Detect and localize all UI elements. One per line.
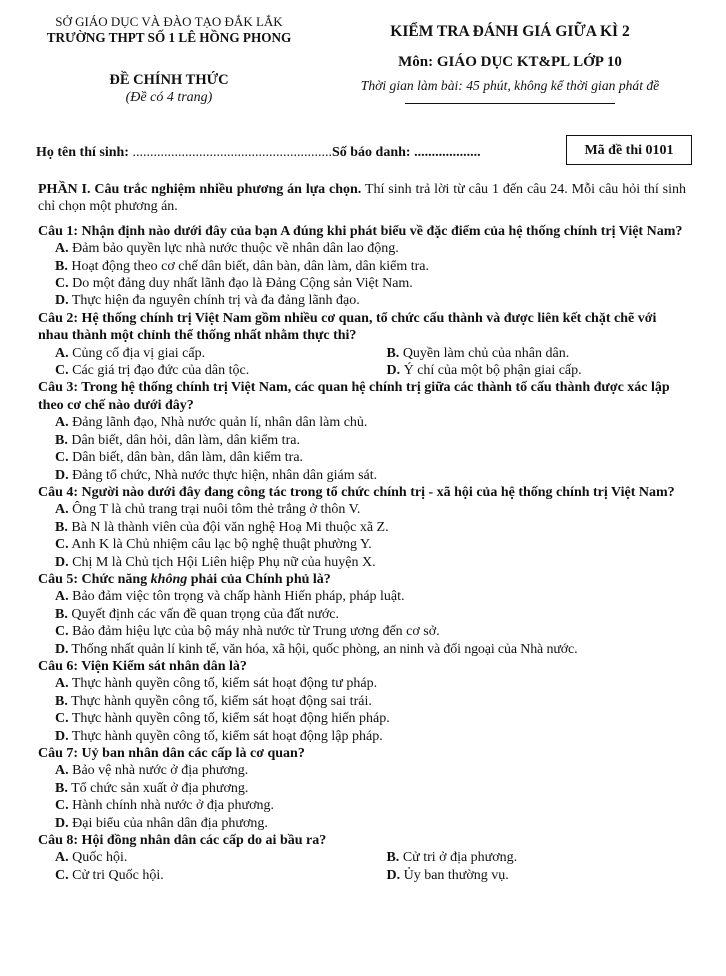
option-text: Củng cố địa vị giai cấp. xyxy=(72,345,206,361)
option-text: Thống nhất quản lí kinh tế, văn hóa, xã hội, quốc phòng, an ninh và đối ngoại của Nhà nước. xyxy=(71,641,578,657)
option-text: Anh K là Chủ nhiệm câu lạc bộ nghệ thuật phường Y. xyxy=(71,537,372,553)
option-letter: C. xyxy=(55,624,69,640)
option-text: Đảng tổ chức, Nhà nước thực hiện, nhân dân giám sát. xyxy=(72,467,378,483)
option-text: Ông T là chủ trang trại nuôi tôm thẻ trắng ở thôn V. xyxy=(72,502,361,518)
option-1b xyxy=(38,258,686,275)
option-6d xyxy=(38,728,686,745)
option-letter: B. xyxy=(55,780,68,796)
option-letter: A. xyxy=(55,241,69,257)
option-text: Quyền làm chủ của nhân dân. xyxy=(402,345,570,361)
student-info-row xyxy=(36,145,481,161)
option-6a xyxy=(38,675,686,692)
option-2d xyxy=(386,362,686,379)
option-letter: A. xyxy=(55,676,69,692)
option-text: Bà N là thành viên của đội văn nghệ Hoạ Mi thuộc xã Z. xyxy=(71,519,389,535)
time-note: Thời gian làm bài: 45 phút, không kể thời gian phát đề xyxy=(360,78,660,93)
option-4b xyxy=(38,519,686,536)
option-letter: B. xyxy=(386,850,400,866)
option-2b xyxy=(386,345,686,362)
option-6c xyxy=(38,710,686,727)
option-text: Ủy ban thường vụ. xyxy=(403,867,509,883)
question-5-start: Câu 5: Chức năng xyxy=(38,571,151,587)
option-letter: D. xyxy=(55,554,69,570)
option-letter: D. xyxy=(55,728,69,744)
option-5c xyxy=(38,623,686,640)
option-text: Tổ chức sản xuất ở địa phương. xyxy=(71,780,249,796)
option-8c xyxy=(55,867,386,884)
option-row xyxy=(38,362,686,379)
option-3d xyxy=(38,467,686,484)
question-8: Câu 8: Hội đồng nhân dân các cấp do ai bầu ra? xyxy=(38,833,327,849)
option-letter: B. xyxy=(55,693,68,709)
option-letter: C. xyxy=(55,711,69,727)
option-letter: A. xyxy=(55,763,69,779)
official-label: ĐỀ CHÍNH THỨC xyxy=(109,72,229,88)
option-text: Thực hiện đa nguyên chính trị và đa đảng lãnh đạo. xyxy=(71,293,360,309)
option-letter: C. xyxy=(55,363,69,379)
option-letter: D. xyxy=(55,293,69,309)
department-name: SỞ GIÁO DỤC VÀ ĐÀO TẠO ĐẮK LẮK xyxy=(55,14,283,29)
option-5d xyxy=(38,641,686,658)
option-letter: C. xyxy=(55,276,69,292)
option-letter: D. xyxy=(386,363,401,379)
school-name: TRƯỜNG THPT SỐ 1 LÊ HỒNG PHONG xyxy=(46,30,292,45)
option-5b xyxy=(38,606,686,623)
option-4a xyxy=(38,501,686,518)
option-letter: C. xyxy=(55,537,69,553)
option-letter: C. xyxy=(55,798,69,814)
option-7d xyxy=(38,815,686,832)
option-text: Thực hành quyền công tố, kiểm sát hoạt động hiến pháp. xyxy=(71,711,390,727)
option-3a xyxy=(38,414,686,431)
header-rule xyxy=(405,103,615,104)
option-letter: B. xyxy=(55,258,68,274)
question-content xyxy=(38,181,686,884)
option-letter: A. xyxy=(55,415,69,431)
id-blank: ................... xyxy=(414,145,481,160)
option-7a xyxy=(38,762,686,779)
option-letter: B. xyxy=(55,519,68,535)
option-3c xyxy=(38,449,686,466)
exam-title: KIỂM TRA ĐÁNH GIÁ GIỮA KÌ 2 xyxy=(390,23,630,40)
option-letter: D. xyxy=(55,467,69,483)
option-text: Bảo đảm việc tôn trọng và chấp hành Hiến pháp, pháp luật. xyxy=(72,589,405,605)
question-4: Câu 4: Người nào dưới đây đang công tác trong tổ chức chính trị - xã hội của hệ thống chính trị Việt Nam? xyxy=(38,484,675,500)
option-row xyxy=(38,867,686,884)
option-text: Cử tri ở địa phương. xyxy=(402,850,518,866)
question-5-end: phải của Chính phủ là? xyxy=(187,571,331,587)
option-letter: D. xyxy=(386,867,401,883)
question-5-emphasis: không xyxy=(150,571,188,587)
option-text: Cử tri Quốc hội. xyxy=(72,867,164,883)
option-text: Thực hành quyền công tố, kiểm sát hoạt động lập pháp. xyxy=(71,728,383,744)
part-intro xyxy=(38,181,686,216)
question-2: Câu 2: Hệ thống chính trị Việt Nam gồm nhiều cơ quan, tổ chức cấu thành và được liên kết chặt chẽ với nhau thành một chỉnh thể thống nhất nhằm thực thi? xyxy=(38,310,657,344)
option-1d xyxy=(38,292,686,309)
option-text: Dân biết, dân hỏi, dân làm, dân kiểm tra. xyxy=(71,432,300,448)
header-right xyxy=(320,22,700,104)
option-7b xyxy=(38,780,686,797)
option-text: Quyết định các vấn đề quan trọng của đất nước. xyxy=(71,606,340,622)
option-text: Dân biết, dân bàn, dân làm, dân kiểm tra. xyxy=(72,450,304,466)
question-5 xyxy=(38,571,686,588)
option-4d xyxy=(38,554,686,571)
option-text: Chị M là Chủ tịch Hội Liên hiệp Phụ nữ của huyện X. xyxy=(72,554,376,570)
option-8b xyxy=(386,849,686,866)
option-row xyxy=(38,849,686,866)
option-2a xyxy=(55,345,386,362)
option-6b xyxy=(38,693,686,710)
part-description: Thí sinh trả lời từ câu 1 đến câu 24. Mỗi câu hỏi thí sinh chỉ chọn một phương án. xyxy=(38,182,686,215)
question-7: Câu 7: Uỷ ban nhân dân các cấp là cơ quan? xyxy=(38,746,305,761)
option-text: Thực hành quyền công tố, kiểm sát hoạt động tư pháp. xyxy=(71,676,378,692)
option-letter: B. xyxy=(386,345,400,361)
option-8a xyxy=(55,849,386,866)
option-1c xyxy=(38,275,686,292)
option-8d xyxy=(386,867,686,884)
option-3b xyxy=(38,432,686,449)
question-6: Câu 6: Viện Kiểm sát nhân dân là? xyxy=(38,658,247,674)
page-count: (Đề có 4 trang) xyxy=(125,90,213,105)
option-text: Bảo vệ nhà nước ở địa phương. xyxy=(72,763,249,779)
option-7c xyxy=(38,797,686,814)
option-letter: C. xyxy=(55,867,69,883)
option-text: Các giá trị đạo đức của dân tộc. xyxy=(72,363,250,379)
option-letter: A. xyxy=(55,345,69,361)
name-blank: ......................................................... xyxy=(128,145,332,160)
option-text: Hoạt động theo cơ chế dân biết, dân bàn, dân làm, dân kiểm tra. xyxy=(71,258,430,274)
option-row xyxy=(38,345,686,362)
name-label: Họ tên thí sinh: xyxy=(36,145,129,160)
exam-code-box: Mã đề thi 0101 xyxy=(566,135,692,165)
option-letter: D. xyxy=(55,641,69,657)
option-text: Đảng lãnh đạo, Nhà nước quản lí, nhân dân làm chủ. xyxy=(72,415,368,431)
option-text: Bảo đảm hiệu lực của bộ máy nhà nước từ Trung ương đến cơ sở. xyxy=(72,624,440,640)
option-5a xyxy=(38,588,686,605)
option-letter: D. xyxy=(55,815,69,831)
part-title: PHẦN I. Câu trắc nghiệm nhiều phương án lựa chọn. xyxy=(38,182,362,197)
option-letter: A. xyxy=(55,502,69,518)
option-2c xyxy=(55,362,386,379)
question-3: Câu 3: Trong hệ thống chính trị Việt Nam, các quan hệ chính trị giữa các thành tố cấu thành được xác lập theo cơ chế nào dưới đây? xyxy=(38,380,670,413)
option-text: Thực hành quyền công tố, kiểm sát hoạt động sai trái. xyxy=(71,693,372,709)
option-text: Đại biểu của nhân dân địa phương. xyxy=(72,815,268,831)
option-1a xyxy=(38,240,686,257)
option-text: Quốc hội. xyxy=(72,850,128,866)
option-letter: B. xyxy=(55,432,68,448)
option-letter: C. xyxy=(55,450,69,466)
option-text: Do một đảng duy nhất lãnh đạo là Đảng Cộng sản Việt Nam. xyxy=(72,276,413,292)
option-text: Hành chính nhà nước ở địa phương. xyxy=(72,798,274,814)
subject-title: Môn: GIÁO DỤC KT&PL LỚP 10 xyxy=(398,54,622,70)
option-4c xyxy=(38,536,686,553)
option-letter: B. xyxy=(55,606,68,622)
question-1: Câu 1: Nhận định nào dưới đây của bạn A đúng khi phát biểu về đặc điểm của hệ thống chính trị Việt Nam? xyxy=(38,223,683,239)
option-letter: A. xyxy=(55,850,69,866)
option-text: Đảm bảo quyền lực nhà nước thuộc về nhân dân lao động. xyxy=(72,241,399,257)
id-label: Số báo danh: xyxy=(331,145,415,160)
option-text: Ý chí của một bộ phận giai cấp. xyxy=(403,363,582,379)
option-letter: A. xyxy=(55,589,69,605)
header-left xyxy=(14,14,324,107)
